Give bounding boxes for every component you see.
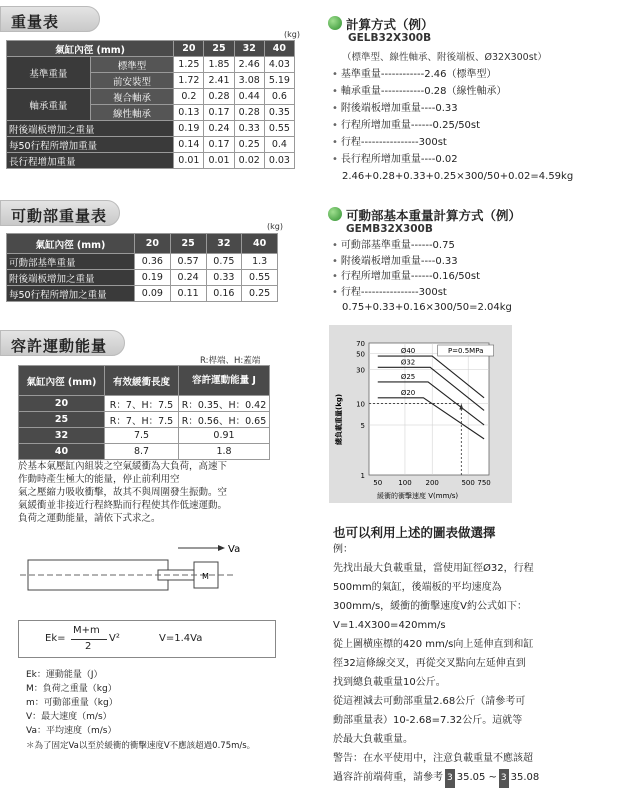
moving-col-25: 25 [170,234,206,254]
cell: 7.5 [105,428,179,444]
example-line: 過容許前端荷重，請參考 [333,772,443,783]
list-item: • 可動部基準重量------0.75 [332,240,455,251]
para-line: 氣緩衝並非接近行程終點而行程使其作低速運動。 [18,500,228,511]
cell: 8.7 [105,444,179,460]
chart-xlabel: 緩衝的衝擊速度 V(mm/s) [377,492,459,500]
weight-table [6,40,295,169]
moving-col-20: 20 [135,234,171,254]
example-line: 從這裡減去可動部重量2.68公斤（請參考可 [333,696,526,707]
cell: R：7、H：7.5 [105,396,179,412]
weight-col-25: 25 [204,41,234,57]
example-line: 300mm/s，緩衝的衝擊速度V約公式如下： [333,601,527,612]
energy-table [18,365,270,460]
chart-xtick-label: 100 [398,479,412,487]
cell: 0.57 [170,254,206,270]
formula-v2: V² [109,633,120,644]
weight-table-unit: (kg) [284,30,300,39]
moving-col-32: 32 [206,234,242,254]
calc1-line: 軸承重量------------0.28（線性軸承） [340,86,507,97]
cell: 0.28 [234,105,264,121]
chart-xtick-label: 500 [461,479,475,487]
cell: 1.8 [179,444,270,460]
row-label: 基準重量 [7,57,91,89]
chart-xtick-label: 50 [373,479,383,487]
table-row [19,412,270,428]
example-line: 於最大負載重量。 [333,734,413,745]
row-label: 附後端板增加之重量 [7,270,135,286]
cell: 0.91 [179,428,270,444]
moving-table-title: 可動部重量表 [0,200,120,226]
example-line: 從上圖横座標的420 mm/s向上延伸直到和缸 [333,639,534,650]
cell: 5.19 [264,73,294,89]
energy-col-energy: 容許運動能量 J [179,366,270,396]
energy-col-cushion: 有效緩衝長度 [105,366,179,396]
row-label: 可動部基準重量 [7,254,135,270]
para-line: 作動時產生極大的能量，停止前利用空 [18,474,180,485]
formula-denominator: 2 [85,641,92,652]
chart-ylabel: 總負載重量(kg) [335,393,343,445]
list-item: • 附後端板增加重量----0.33 [332,255,458,267]
calc2-line: 附後端板增加重量----0.33 [340,255,458,267]
cell: 0.01 [204,153,234,169]
para-line: 氣之壓縮力吸收衝擊，故其不與周圍發生振動。空 [18,487,228,498]
cell: 0.33 [206,270,242,286]
example-body [333,540,539,788]
cell: 0.17 [204,137,234,153]
definitions [26,668,118,738]
chart-series-label: Ø32 [400,358,416,367]
chart-ytick-label: 10 [356,400,365,409]
def-line: M：負荷之重量（kg） [26,684,117,694]
def-line: m：可動部重量（kg） [26,698,118,708]
formula-box [18,620,276,658]
example-line: 例： [333,544,353,555]
cell: 0.55 [242,270,278,286]
calc2-model: GEMB32X300B [346,223,433,235]
page-ref-badge: 3 [445,769,455,788]
cell: 0.75 [206,254,242,270]
moving-table-unit: (kg) [267,222,283,231]
bullet-icon [328,16,342,30]
energy-note: ＊為了固定Va以至於緩衝的衝擊速度V不應該超過0.75m/s。 [26,741,256,751]
cell: 0.2 [174,89,204,105]
row-label: 每50行程所增加之重量 [7,286,135,302]
weight-col-32: 32 [234,41,264,57]
cell: 4.03 [264,57,294,73]
table-row [7,89,295,105]
list-item: • 長行程所增加重量----0.02 [332,154,458,165]
row-sublabel: 線性軸承 [90,105,174,121]
cell: 0.19 [135,270,171,286]
bullet-icon [328,207,342,221]
cell: 0.09 [135,286,171,302]
cell: 0.25 [242,286,278,302]
chart-series-label: Ø25 [400,372,416,381]
cell: 0.44 [234,89,264,105]
page-ref: 35.08 [510,772,540,783]
chart-ytick-label: 70 [356,340,365,348]
page-ref-badge: 3 [499,769,509,788]
example-last-line [333,768,539,788]
weight-col-bore: 氣缸內徑 (mm) [7,41,174,57]
table-row [7,57,295,73]
weight-table-title: 重量表 [0,6,100,32]
chart-plot-area [369,343,489,475]
cell: 0.17 [204,105,234,121]
cell: 0.24 [204,121,234,137]
table-row [19,428,270,444]
cell: 0.01 [174,153,204,169]
cell: 0.33 [234,121,264,137]
cell: 3.08 [234,73,264,89]
table-row [7,153,295,169]
cell: 0.55 [264,121,294,137]
chart-xtick-label: 200 [425,479,439,487]
cell: 0.36 [135,254,171,270]
cell: 0.24 [170,270,206,286]
row-label: 25 [19,412,105,428]
calc2-lines [332,238,512,316]
example-line: V=1.4X300=420mm/s [333,620,446,631]
cell: R：7、H：7.5 [105,412,179,428]
calc2-title: 可動部基本重量計算方式（例） [346,208,522,223]
moving-table [6,233,278,302]
list-item: • 行程----------------300st [332,137,447,148]
calc1-model: GELB32X300B [348,32,432,44]
row-label: 32 [19,428,105,444]
table-row [7,121,295,137]
example-line: 找到總負載重量10公斤。 [333,677,446,688]
chart-ytick-label: 1 [360,472,365,480]
row-label: 附後端板增加之重量 [7,121,174,137]
row-sublabel: 複合軸承 [90,89,174,105]
example-line: 500mm的氣缸，後端板的平均速度為 [333,582,502,593]
moving-col-40: 40 [242,234,278,254]
cylinder-diagram [18,540,278,600]
example-line: 徑32這條線交叉，再從交叉點向左延伸直到 [333,658,526,669]
example-line: 動部重量表）10-2.68=7.32公斤。這就等 [333,715,523,726]
mass-label: M [202,572,209,581]
formula-lhs: Ek= [45,633,66,644]
cushion-chart [329,325,512,503]
cell: 0.11 [170,286,206,302]
calc1-title: 計算方式（例） [346,17,434,32]
chart-series-label: Ø40 [400,347,416,356]
cell: 0.28 [204,89,234,105]
cell: 0.19 [174,121,204,137]
calc2-line: 行程----------------300st [340,286,447,298]
table-row [7,137,295,153]
chart-series-label: Ø20 [400,388,416,397]
chart-ytick-label: 50 [356,350,365,359]
list-item: • 軸承重量------------0.28（線性軸承） [332,86,507,97]
list-item: • 附後端板增加重量----0.33 [332,103,458,114]
energy-legend: R:桿端、H:蓋端 [200,356,261,366]
cell: 0.35 [264,105,294,121]
formula-rhs: V=1.4Va [159,633,203,644]
cell: 2.46 [234,57,264,73]
cell: 1.72 [174,73,204,89]
row-label: 20 [19,396,105,412]
calc1-line: 長行程所增加重量----0.02 [340,154,458,165]
table-row [19,444,270,460]
cell: 0.02 [234,153,264,169]
row-sublabel: 前安裝型 [90,73,174,89]
def-line: Va：平均速度（m/s） [26,726,117,736]
row-label: 40 [19,444,105,460]
calc1-result: 2.46+0.28+0.33+0.25×300/50+0.02=4.59kg [342,171,574,182]
weight-col-40: 40 [264,41,294,57]
va-label: Va [228,544,241,555]
chart-title: P=0.5MPa [447,347,484,355]
chart-ytick-label: 5 [360,421,365,430]
calc1-line: 行程----------------300st [340,137,447,148]
chart-ytick-label: 30 [356,366,365,375]
table-row [7,286,278,302]
list-item: • 行程所增加重量------0.25/50st [332,120,481,131]
weight-col-20: 20 [174,41,204,57]
row-sublabel: 標準型 [90,57,174,73]
para-line: 負荷之運動能量，請依下式求之。 [18,513,161,524]
energy-col-bore: 氣缸內徑 (mm) [19,366,105,396]
page-ref: 35.05 ~ [456,772,497,783]
chart-xtick-label: 750 [477,479,491,487]
def-line: V：最大速度（m/s） [26,712,112,722]
cell: 0.13 [174,105,204,121]
calc2-line: 可動部基準重量------0.75 [340,240,455,251]
para-line: 於基本氣壓缸內組裝之空氣緩衝為大負荷，高速下 [18,461,228,472]
cell: 0.25 [234,137,264,153]
cell: 0.4 [264,137,294,153]
cell: 0.14 [174,137,204,153]
energy-title: 容許運動能量 [0,330,125,356]
def-line: Ek：運動能量（J） [26,670,103,680]
formula-fraction-bar [71,639,107,640]
energy-paragraph [18,460,274,525]
cell: R：0.35、H：0.42 [179,396,270,412]
cell: 0.03 [264,153,294,169]
calc1-line: 附後端板增加重量----0.33 [340,103,458,114]
list-item: • 基準重量------------2.46（標準型） [332,69,497,80]
calc1-line: 基準重量------------2.46（標準型） [340,69,497,80]
cell: 1.25 [174,57,204,73]
cell: 2.41 [204,73,234,89]
row-label: 長行程增加重量 [7,153,174,169]
cell: R：0.56、H：0.65 [179,412,270,428]
formula-numerator: M+m [73,625,100,636]
moving-col-bore: 氣缸內徑 (mm) [7,234,135,254]
example-line: 先找出最大負載重量，當使用缸徑Ø32，行程 [333,563,534,574]
cell: 0.6 [264,89,294,105]
example-line: 警告：在水平使用中，注意負載重量不應該超 [333,753,533,764]
calc1-desc: （標準型、線性軸承、附後端板、Ø32X300st） [342,52,547,63]
calc2-result: 0.75+0.33+0.16×300/50=2.04kg [342,302,512,313]
calc1-line: 行程所增加重量------0.25/50st [340,120,481,131]
cell: 0.16 [206,286,242,302]
table-row [19,396,270,412]
cell: 1.85 [204,57,234,73]
calc2-line: 行程所增加重量------0.16/50st [340,271,481,282]
table-row [7,254,278,270]
list-item: • 行程----------------300st [332,286,447,298]
row-label: 軸承重量 [7,89,91,121]
row-label: 每50行程所增加重量 [7,137,174,153]
table-row [7,270,278,286]
example-title: 也可以利用上述的圖表做選擇 [333,525,496,540]
calc1-lines [332,66,573,185]
cell: 1.3 [242,254,278,270]
list-item: • 行程所增加重量------0.16/50st [332,271,481,282]
